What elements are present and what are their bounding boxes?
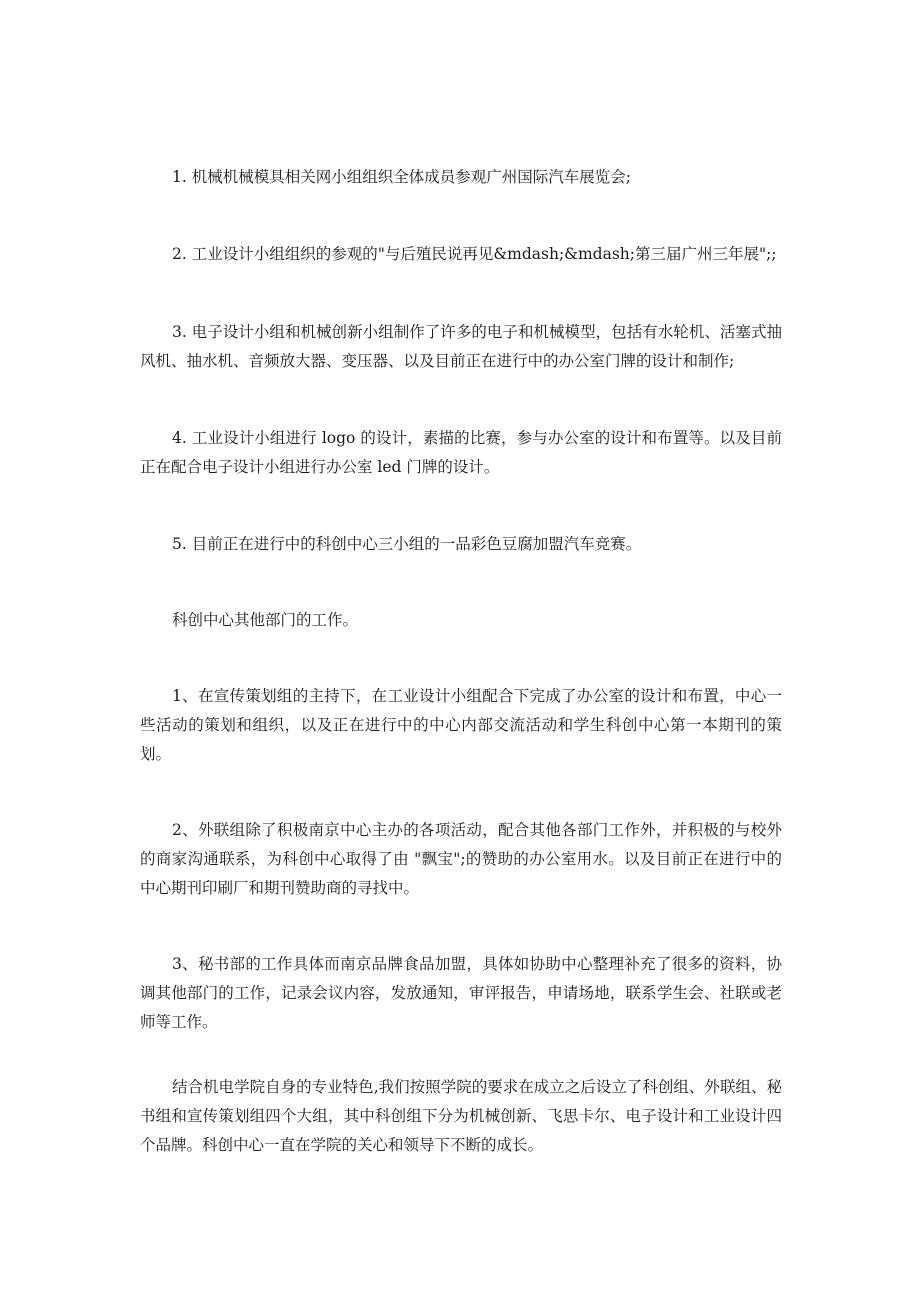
paragraph-item-4: 4. 工业设计小组进行 logo 的设计，素描的比赛，参与办公室的设计和布置等。以及目前正在配合电子设计小组进行办公室 led 门牌的设计。 — [140, 429, 782, 476]
paragraph-secretariat: 3、秘书部的工作具体而南京品牌食品加盟，具体如协助中心整理补充了很多的资料，协调其他部门的工作，记录会议内容，发放通知，审评报告，申请场地，联系学生会、社联或老师等工作。 — [140, 955, 782, 1031]
paragraph-item-5: 5. 目前正在进行中的科创中心三小组的一品彩色豆腐加盟汽车竞赛。 — [172, 535, 642, 553]
paragraph-item-3: 3. 电子设计小组和机械创新小组制作了许多的电子和机械模型，包括有水轮机、活塞式抽风机、抽水机、音频放大器、变压器、以及目前正在进行中的办公室门牌的设计和制作; — [140, 323, 782, 370]
paragraph-item-2: 2. 工业设计小组组织的参观的"与后殖民说再见&mdash;&mdash;第三届广州三年展";; — [172, 245, 777, 263]
paragraph-summary: 结合机电学院自身的专业特色,我们按照学院的要求在成立之后设立了科创组、外联组、秘书组和宣传策划组四个大组，其中科创组下分为机械创新、飞思卡尔、电子设计和工业设计四个品牌。科创中心一直在学院的关心和领导下不断的成长。 — [140, 1078, 782, 1154]
paragraph-publicity-group: 1、在宣传策划组的主持下，在工业设计小组配合下完成了办公室的设计和布置，中心一些活动的策划和组织，以及正在进行中的中心内部交流活动和学生科创中心第一本期刊的策划。 — [140, 687, 782, 763]
paragraph-liaison-group: 2、外联组除了积极南京中心主办的各项活动，配合其他各部门工作外，并积极的与校外的商家沟通联系，为科创中心取得了由 "飘宝";的赞助的办公室用水。以及目前正在进行中的中心期刊印刷厂和期刊赞助商的寻找中。 — [140, 821, 782, 897]
section-heading-other-departments: 科创中心其他部门的工作。 — [172, 611, 359, 629]
paragraph-item-1: 1. 机械机械模具相关网小组组织全体成员参观广州国际汽车展览会; — [172, 168, 631, 186]
